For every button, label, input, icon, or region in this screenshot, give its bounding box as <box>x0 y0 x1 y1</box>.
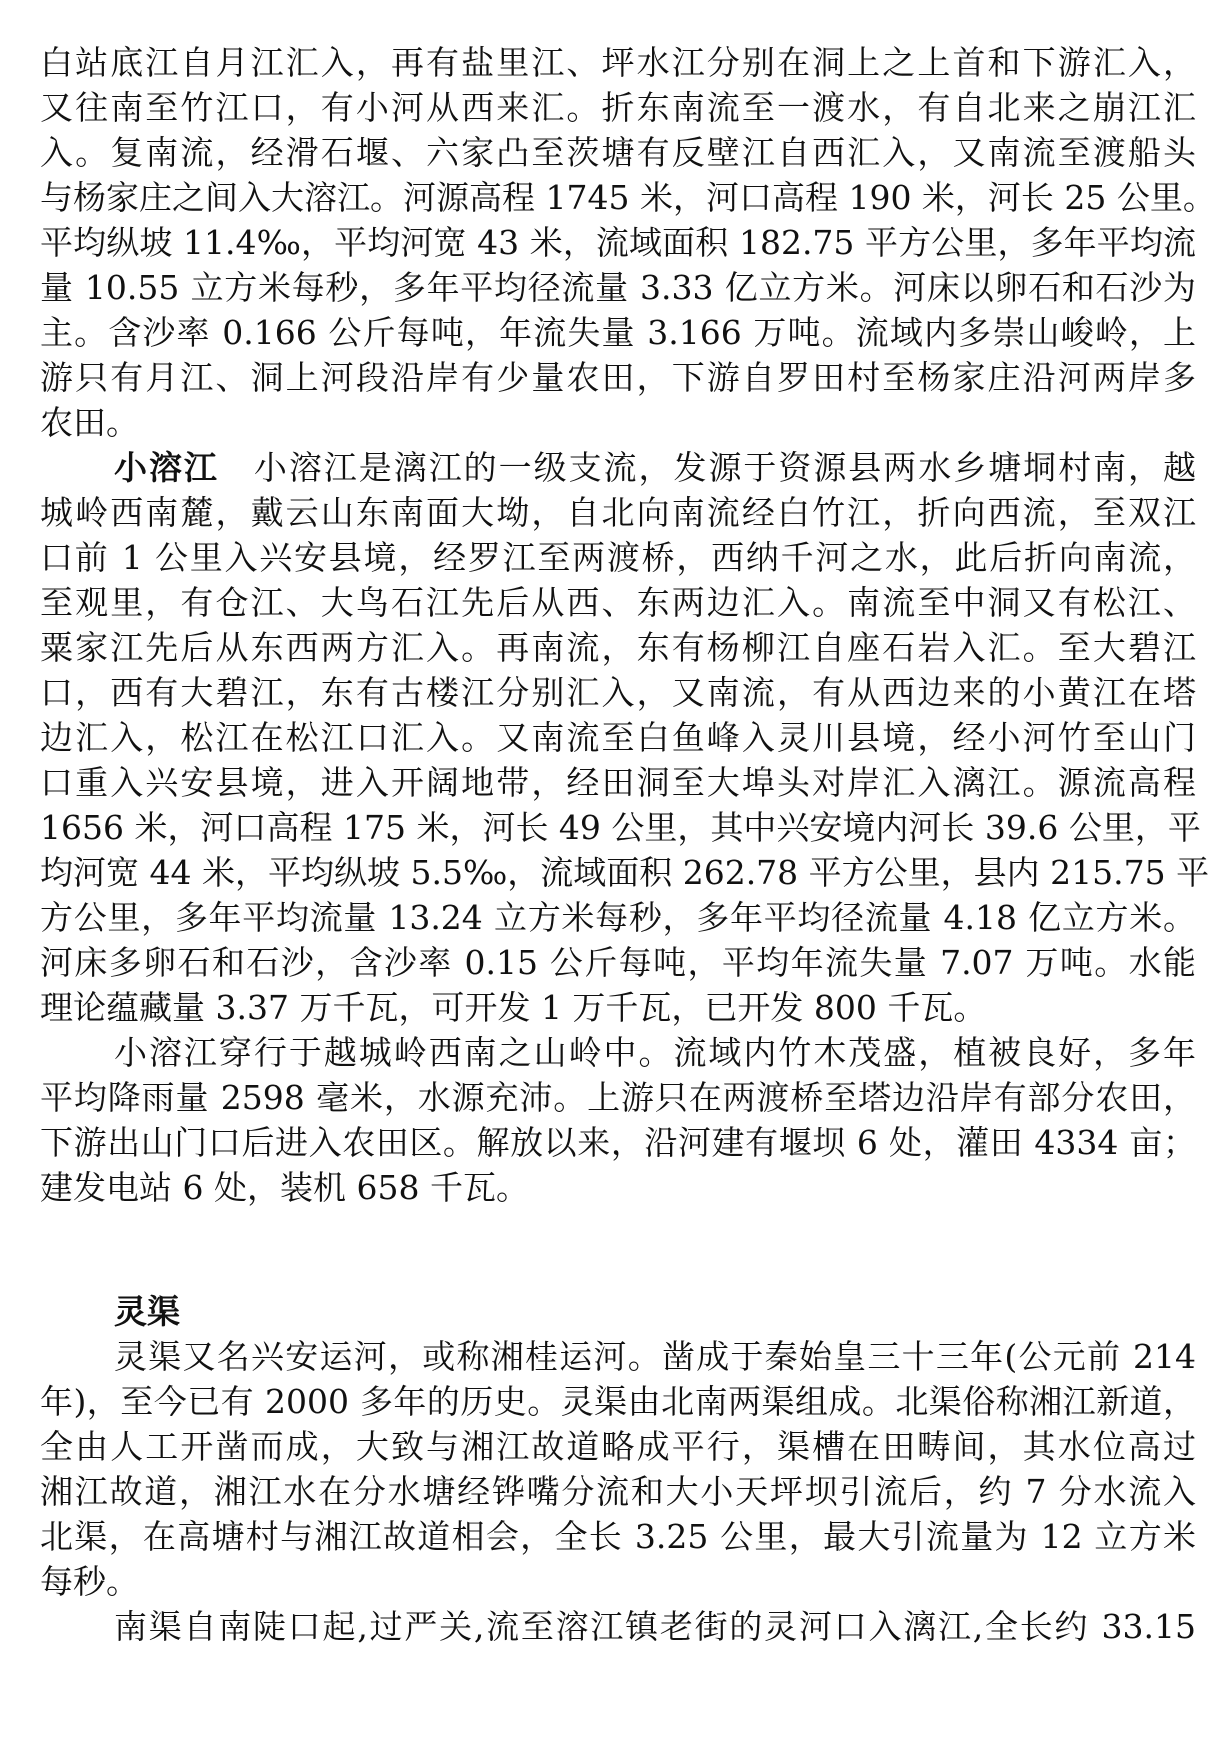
text-line: 口，西有大碧江，东有古楼江分别汇入，又南流，有从西边来的小黄江在塔 <box>40 673 1196 712</box>
text-line: 河床多卵石和石沙，含沙率 0.15 公斤每吨，平均年流失量 7.07 万吨。水能 <box>40 943 1196 982</box>
text-line: 与杨家庄之间入大溶江。河源高程 1745 米，河口高程 190 米，河长 25 公里。 <box>40 178 1216 217</box>
text-line: 均河宽 44 米，平均纵坡 5.5‰，流域面积 262.78 平方公里，县内 215.75 平 <box>40 853 1210 892</box>
text-line: 游只有月江、洞上河段沿岸有少量农田，下游自罗田村至杨家庄沿河两岸多 <box>40 358 1196 397</box>
text-line: 南渠自南陡口起,过严关,流至溶江镇老街的灵河口入漓江,全长约 33.15 <box>114 1607 1196 1646</box>
text-line: 入。复南流，经滑石堰、六家凸至茨塘有反壁江自西汇入，又南流至渡船头 <box>40 133 1196 172</box>
text-line: 平均纵坡 11.4‰，平均河宽 43 米，流域面积 182.75 平方公里，多年平均流 <box>40 223 1196 262</box>
text-line: 理论蕴藏量 3.37 万千瓦，可开发 1 万千瓦，已开发 800 千瓦。 <box>40 988 987 1027</box>
text-line: 至观里，有仓江、大鸟石江先后从西、东两边汇入。南流至中洞又有松江、 <box>40 583 1196 622</box>
text-line: 年)，至今已有 2000 多年的历史。灵渠由北南两渠组成。北渠俗称湘江新道， <box>40 1382 1196 1421</box>
text-line: 主。含沙率 0.166 公斤每吨，年流失量 3.166 万吨。流域内多崇山峻岭，上 <box>40 313 1196 352</box>
text-line: 下游出山门口后进入农田区。解放以来，沿河建有堰坝 6 处，灌田 4334 亩； <box>40 1123 1196 1162</box>
text-line: 1656 米，河口高程 175 米，河长 49 公里，其中兴安境内河长 39.6 公里，平 <box>40 808 1201 847</box>
paragraph-south-canal <box>40 1604 1196 1649</box>
entry-text: 小溶江是漓江的一级支流，发源于资源县两水乡塘垌村南，越 <box>253 448 1197 487</box>
text-line: 口重入兴安县境，进入开阔地带，经田洞至大埠头对岸汇入漓江。源流高程 <box>40 763 1196 802</box>
paragraph-xiaorongjiang-basin <box>40 1030 1196 1210</box>
text-line: 口前 1 公里入兴安县境，经罗江至两渡桥，西纳千河之水，此后折向南流， <box>40 538 1196 577</box>
text-line: 每秒。 <box>40 1562 139 1601</box>
text-line: 白站底江自月江汇入，再有盐里江、坪水江分别在洞上之上首和下游汇入， <box>40 43 1196 82</box>
text-line: 全由人工开凿而成，大致与湘江故道略成平行，渠槽在田畴间，其水位高过 <box>40 1427 1196 1466</box>
text-line: 量 10.55 立方米每秒，多年平均径流量 3.33 亿立方米。河床以卵石和石沙为 <box>40 268 1196 307</box>
text-line: 又往南至竹江口，有小河从西来汇。折东南流至一渡水，有自北来之崩江汇 <box>40 88 1196 127</box>
text-line: 小溶江穿行于越城岭西南之山岭中。流域内竹木茂盛，植被良好，多年 <box>114 1033 1196 1072</box>
text-line: 农田。 <box>40 403 139 442</box>
text-line: 平均降雨量 2598 毫米，水源充沛。上游只在两渡桥至塔边沿岸有部分农田， <box>40 1078 1196 1117</box>
text-line: 北渠，在高塘村与湘江故道相会，全长 3.25 公里，最大引流量为 12 立方米 <box>40 1517 1196 1556</box>
text-line: 粟家江先后从东西两方汇入。再南流，东有杨柳江自座石岩入汇。至大碧江 <box>40 628 1196 667</box>
text-line: 方公里，多年平均流量 13.24 立方米每秒，多年平均径流量 4.18 亿立方米。 <box>40 898 1196 937</box>
document-page <box>40 40 1216 1649</box>
text-line: 建发电站 6 处，装机 658 千瓦。 <box>40 1168 529 1207</box>
section-heading: 灵渠 <box>114 1292 180 1331</box>
text-line <box>40 445 1196 490</box>
entry-term: 小溶江 <box>114 448 219 487</box>
paragraph-lingqu <box>40 1334 1196 1604</box>
text-line: 灵渠又名兴安运河，或称湘桂运河。凿成于秦始皇三十三年(公元前 214 <box>114 1337 1196 1376</box>
text-line: 城岭西南麓，戴云山东南面大坳，自北向南流经白竹江，折向西流，至双江 <box>40 493 1196 532</box>
paragraph-tributary-end <box>40 40 1216 445</box>
paragraph-xiaorongjiang <box>40 445 1210 1030</box>
text-line: 湘江故道，湘江水在分水塘经铧嘴分流和大小天坪坝引流后，约 7 分水流入 <box>40 1472 1196 1511</box>
text-line: 边汇入，松江在松江口汇入。又南流至白鱼峰入灵川县境，经小河竹至山门 <box>40 718 1196 757</box>
term-spacer <box>219 448 254 487</box>
